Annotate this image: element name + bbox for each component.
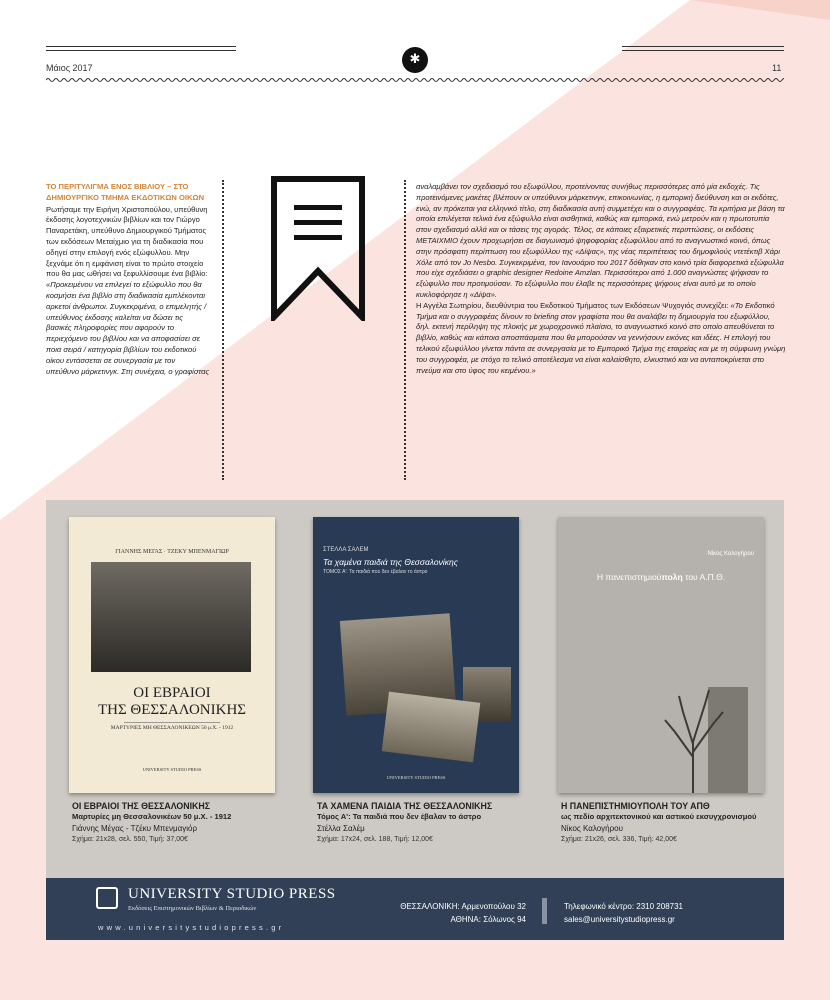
publisher-addresses: ΘΕΣΣΑΛΟΝΙΚΗ: Αρμενοπούλου 32 ΑΘΗΝΑ: Σόλωνος 94 bbox=[400, 902, 526, 924]
book-title: Η ΠΑΝΕΠΙΣΤΗΜΙΟΥΠΟΛΗ ΤΟΥ ΑΠΘ bbox=[561, 801, 710, 811]
page-number: 11 bbox=[772, 63, 782, 73]
header-rule-left bbox=[46, 46, 236, 54]
book-info-jews-of-thessaloniki bbox=[72, 800, 292, 845]
cover-rule bbox=[124, 722, 220, 723]
publisher-advertisement bbox=[46, 500, 784, 940]
right-article-column bbox=[416, 182, 786, 376]
footer-separator bbox=[542, 898, 547, 924]
book-title: ΟΙ ΕΒΡΑΙΟΙ ΤΗΣ ΘΕΣΣΑΛΟΝΙΚΗΣ bbox=[72, 801, 211, 811]
book-details: Σχήμα: 21x28, σελ. 550, Τιμή: 37,00€ bbox=[72, 836, 188, 843]
publisher-logo-icon bbox=[96, 887, 118, 909]
cover-tree-icon bbox=[653, 682, 733, 793]
book-cover-university-campus[interactable] bbox=[558, 517, 764, 793]
header-wavy-divider bbox=[46, 76, 784, 84]
dotted-divider-right bbox=[404, 180, 406, 480]
book-cover-jews-of-thessaloniki[interactable] bbox=[69, 517, 275, 793]
header-rule-right bbox=[622, 46, 784, 54]
book-subtitle: Μαρτυρίες μη Θεσσαλονικέων 50 μ.Χ. - 1912 bbox=[72, 812, 232, 821]
book-title: ΤΑ ΧΑΜΕΝΑ ΠΑΙΔΙΑ ΤΗΣ ΘΕΣΣΑΛΟΝΙΚΗΣ bbox=[317, 801, 493, 811]
dotted-divider-left bbox=[222, 180, 224, 480]
publisher-tagline: Εκδόσεις Επιστημονικών Βιβλίων & Περιοδικών bbox=[128, 905, 257, 912]
article-headline: ΤΟ ΠΕΡΙΤΥΛΙΓΜΑ ΕΝΟΣ ΒΙΒΛΙΟΥ – ΣΤΟ ΔΗΜΙΟΥΡΓΙΚΟ ΤΜΗΜΑ ΕΚΔΟΤΙΚΩΝ ΟΙΚΩΝ bbox=[46, 182, 205, 202]
publisher-email-link[interactable]: sales@universitystudiopress.gr bbox=[564, 915, 675, 924]
header-star-badge-icon: ✱ bbox=[402, 47, 428, 73]
cover-subtitle: ΜΑΡΤΥΡΙΕΣ ΜΗ ΘΕΣΣΑΛΟΝΙΚΕΩΝ 50 μ.Χ. - 1912 bbox=[110, 725, 234, 731]
book-cover-lost-children[interactable] bbox=[313, 517, 519, 793]
cover-title: Η πανεπιστημιούπολη του Α.Π.Θ. bbox=[596, 572, 726, 582]
cover-family-photo bbox=[382, 692, 481, 763]
cover-title: ΟΙ ΕΒΡΑΙΟΙ ΤΗΣ ΘΕΣΣΑΛΟΝΙΚΗΣ bbox=[97, 685, 247, 718]
cover-publisher: UNIVERSITY STUDIO PRESS bbox=[386, 775, 446, 780]
bookmark-icon bbox=[270, 175, 366, 321]
article-paragraph-1: αναλαμβάνει τον σχεδιασμό του εξωφύλλου, προτείνοντας συνήθως περισσότερες από μία εκδοχές. Τις προτεινόμενες μακέτες βλέπουν οι υπεύθυνοι μάρκετινγκ, επικοινωνίας, η εμπορική διεύθυνση και οι εκδότες, ενώ, αν πρόκειται για ελληνικό τίτλο, στη διαδικασία αυτή συμμετέχει και ο συγγραφέας. Τα κριτήρια με βάση τα οποία επιλέγεται τελικά ένα εξώφυλλο είναι αισθητικά, καθώς και εμπορικά, ενώ μετρούν και η πρωτοτυπία στον σχεδιασμό αλλά και οι τάσεις της αγοράς. Τέλος, σε κάποιες εξαιρετικές περιπτώσεις, οι εκδόσεις ΜΕΤΑΙΧΜΙΟ έχουν προχωρήσει σε διαγωνισμό ψηφοφορίας εξωφύλλου από το αναγνωστικό κοινό, όπως στην πρόσφατη περίπτωση του εξωφύλλου της «Δίψας», της νέας περιπέτειας του δημοφιλούς ντετέκτιβ Χάρι Χόλε από τον Jo Nesbo. Συγκεκριμένα, τον Ιανουάριο του 2017 δόθηκαν στο κοινό τρία διαφορετικά εξώφυλλα που είχε σχεδιάσει ο graphic designer Redoine Amzlan. Περισσότεροι από 1.000 αναγνώστες ψήφισαν το εξώφυλλο που προτιμούσαν. Το εξώφυλλο που έλαβε τις περισσότερες ψήφους είναι αυτό με το οποίο κυκλοφόρησε η «Δίψα». bbox=[416, 182, 785, 299]
issue-date: Μάιος 2017 bbox=[46, 63, 93, 73]
publisher-phone: Τηλεφωνικό κέντρο: 2310 208731 bbox=[564, 902, 683, 911]
article-quote: «Προκειμένου να επιλεγεί το εξώφυλλο που θα κοσμήσει ένα βιβλίο στη διαδικασία εμπλέκονται αρκετοί άνθρωποι. Συγκεκριμένα, ο επιμελητής / υπεύθυνος έκδοσης καλείται να δώσει τις βασικές πληροφορίες που αφορούν το περιεχόμενο του βιβλίου και να αποφασίσει σε ποια σειρά / κατηγορία βιβλίων του εκδοτικού οίκου εντάσσεται σε συνεργασία με τον υπεύθυνο μάρκετινγκ. Στη συνέχεια, ο γραφίστας bbox=[46, 280, 210, 376]
book-info-lost-children bbox=[317, 800, 537, 845]
publisher-url-link[interactable]: www.universitystudiopress.gr bbox=[98, 923, 285, 932]
book-authors: Στέλλα Σαλέμ bbox=[317, 823, 365, 833]
book-info-university-campus bbox=[561, 800, 776, 845]
publisher-contact bbox=[564, 900, 683, 926]
cover-authors: ΓΙΑΝΝΗΣ ΜΕΓΑΣ · ΤΖΕΚΥ ΜΠΕΝΜΑΓΙΩΡ bbox=[115, 549, 229, 555]
article-paragraph-2-quote: «Το Εκδοτικό Τμήμα και ο συγγραφέας δίνουν το briefing στον γραφίστα που θα αναλάβει τη δημιουργία του εξωφύλλου, δηλ. εκτενή περίληψη της πλοκής με χωροχρονικό πλαίσιο, το αναγνωστικό κοινό στο οποίο απευθύνεται το βιβλίο, καθώς και κάποια αποσπάσματα που θα μπορούσαν να γεννήσουν εικόνες και ιδέες. Η επιλογή του τελικού εξωφύλλου γίνεται πάντα σε συνεργασία με το Εμπορικό Τμήμα της εταιρείας και με τη σύμφωνη γνώμη του συγγραφέα, με στόχο το τελικό αποτέλεσμα να είναι καλαίσθητο, ελκυστικό και να ανταποκρίνεται στο πνεύμα και στο ύφος του κειμένου.» bbox=[416, 300, 786, 375]
book-details: Σχήμα: 17x24, σελ. 188, Τιμή: 12,00€ bbox=[317, 836, 433, 843]
publisher-footer-bar bbox=[46, 878, 784, 940]
cover-publisher: UNIVERSITY STUDIO PRESS bbox=[142, 767, 202, 772]
cover-subtitle: ΤΟΜΟΣ Α': Τα παιδιά που δεν έβαλαν το άστρο bbox=[323, 569, 428, 575]
cover-title: Τα χαμένα παιδιά της Θεσσαλονίκης bbox=[323, 557, 458, 567]
book-subtitle: Τόμος Α': Τα παιδιά που δεν έβαλαν το άστρο bbox=[317, 812, 482, 821]
cover-authors: ΣΤΕΛΛΑ ΣΑΛΕΜ bbox=[323, 547, 369, 553]
publisher-name: UNIVERSITY STUDIO PRESS bbox=[128, 886, 336, 902]
article-paragraph-2-intro: Η Αγγέλα Σωτηρίου, διευθύντρια του Εκδοτικού Τμήματος των Εκδόσεων Ψυχογιός συνεχίζει: bbox=[416, 300, 729, 310]
book-subtitle: ως πεδίο αρχιτεκτονικού και αστικού εκσυγχρονισμού bbox=[561, 812, 757, 821]
cover-group-photo bbox=[91, 562, 251, 672]
book-details: Σχήμα: 21x26, σελ. 336, Τιμή: 42,00€ bbox=[561, 836, 677, 843]
cover-authors: Νίκος Καλογήρου bbox=[707, 551, 754, 557]
book-authors: Νίκος Καλογήρου bbox=[561, 823, 623, 833]
book-authors: Γιάννης Μέγας - Τζέκυ Μπενμαγιόρ bbox=[72, 823, 198, 833]
article-intro: Ρωτήσαμε την Ειρήνη Χριστοπούλου, υπεύθυνη έκδοσης λογοτεχνικών βιβλίων και τον Γιώργο Παναρετάκη, υπεύθυνο Δημιουργικού Τμήματος των εκδόσεων Μεταίχμιο για τη διαδικασία που οδηγεί στην επιλογή ενός εξώφυλλου. Μην ξεχνάμε ότι η εμφάνιση είναι το πρώτο στοιχείο που θα μας ωθήσει να ξεφυλλίσουμε ένα βιβλίο: bbox=[46, 204, 208, 279]
left-article-column bbox=[46, 182, 210, 377]
